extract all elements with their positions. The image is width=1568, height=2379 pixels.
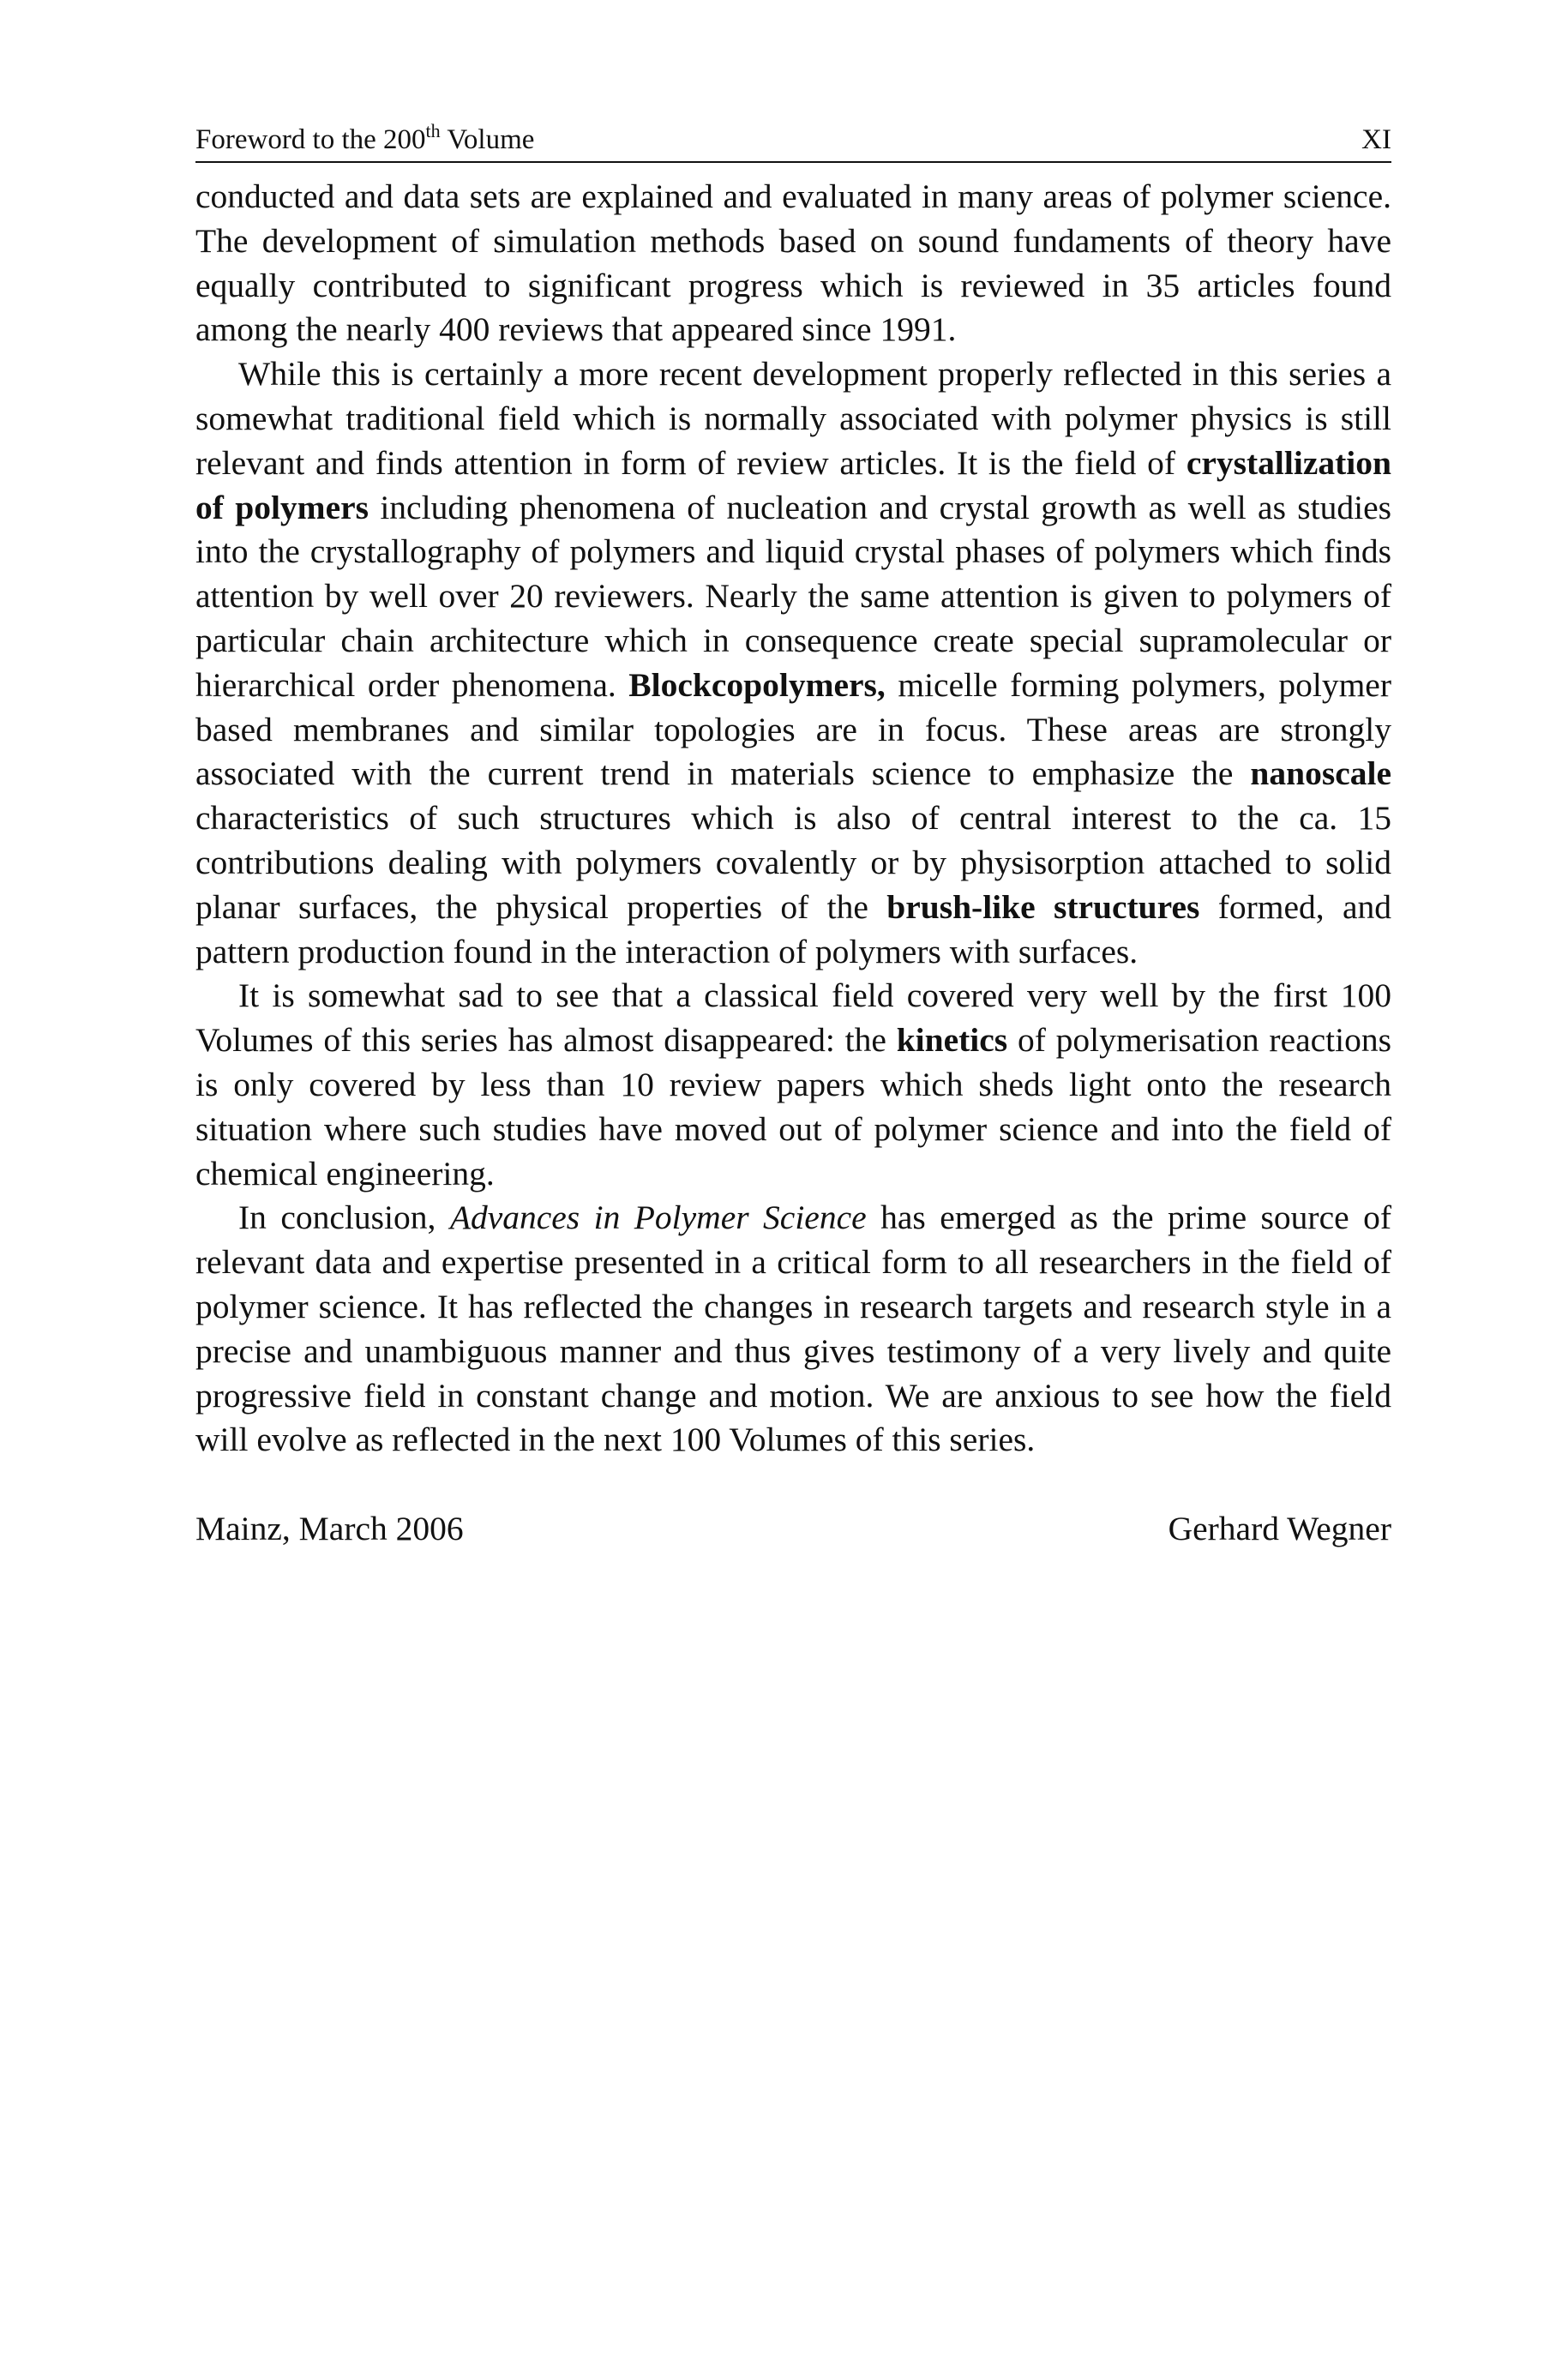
- running-head-title-suffix: Volume: [440, 124, 535, 155]
- signature-line: [195, 1507, 1391, 1552]
- bold-term: brush-like structures: [886, 887, 1200, 926]
- bold-term: Blockcopolymers,: [628, 665, 886, 704]
- text-run: characteristics of such structures which is also of central interest to the ca. 15 contributions dealing with polymers covalently or by physisorption attached to solid planar surfaces, the physical properties of the: [195, 799, 1391, 926]
- text-run: formed, and pattern production found in the interaction of polymers with surfaces.: [195, 887, 1391, 970]
- body-text: [195, 175, 1391, 1463]
- text-run: including phenomena of nucleation and crystal growth as well as studies into the crystallography of polymers and liquid crystal phases of polymers which finds attention by well over 20 reviewers. Nearly the same attention is given to polymers of particular chain architecture which in consequence create special supramolecular or hierarchical order phenomena.: [195, 488, 1391, 704]
- bold-term: crystallization of polymers: [195, 443, 1391, 526]
- place-date: Mainz, March 2006: [195, 1510, 464, 1548]
- text-run: conducted and data sets are explained and evaluated in many areas of polymer science. The development of simulation methods based on sound fundaments of theory have equally contributed to significant progress which is reviewed in 35 articles found among the nearly 400 reviews that appeared since 1991.: [195, 177, 1391, 349]
- bold-term: nanoscale: [1250, 754, 1391, 793]
- italic-title: Advances in Polymer Science: [449, 1199, 867, 1237]
- running-head-title: [195, 120, 535, 156]
- page: [195, 111, 1391, 1552]
- page-number: XI: [1361, 124, 1391, 155]
- paragraph-4: [195, 1196, 1391, 1463]
- running-head: [195, 111, 1391, 163]
- paragraph-1: [195, 175, 1391, 352]
- running-head-title-superscript: th: [425, 120, 441, 141]
- paragraph-3: [195, 974, 1391, 1196]
- running-head-title-prefix: Foreword to the 200: [195, 124, 426, 155]
- text-run: While this is certainly a more recent development properly reflected in this series a somewhat traditional field which is normally associated with polymer physics is still relevant and finds attention in form of review articles. It is the field of: [195, 355, 1391, 482]
- text-run: micelle forming polymers, polymer based membranes and similar topologies are in focus. These areas are strongly associated with the current trend in materials science to emphasize the: [195, 665, 1391, 793]
- text-run: has emerged as the prime source of relevant data and expertise presented in a critical form to all researchers in the field of polymer science. It has reflected the changes in research targets and research style in a precise and unambiguous manner and thus gives testimony of a very lively and quite progressive field in constant change and motion. We are anxious to see how the field will evolve as reflected in the next 100 Volumes of this series.: [195, 1199, 1391, 1459]
- paragraph-2: [195, 352, 1391, 974]
- text-run: In conclusion,: [238, 1199, 450, 1237]
- text-run: It is somewhat sad to see that a classical field covered very well by the first 100 Volumes of this series has almost disappeared: the: [195, 976, 1391, 1060]
- bold-term: kinetics: [896, 1021, 1008, 1060]
- author-name: Gerhard Wegner: [1168, 1510, 1391, 1548]
- text-run: of polymerisation reactions is only covered by less than 10 review papers which sheds light onto the research situation where such studies have moved out of polymer science and into the field of chemical engineering.: [195, 1021, 1392, 1193]
